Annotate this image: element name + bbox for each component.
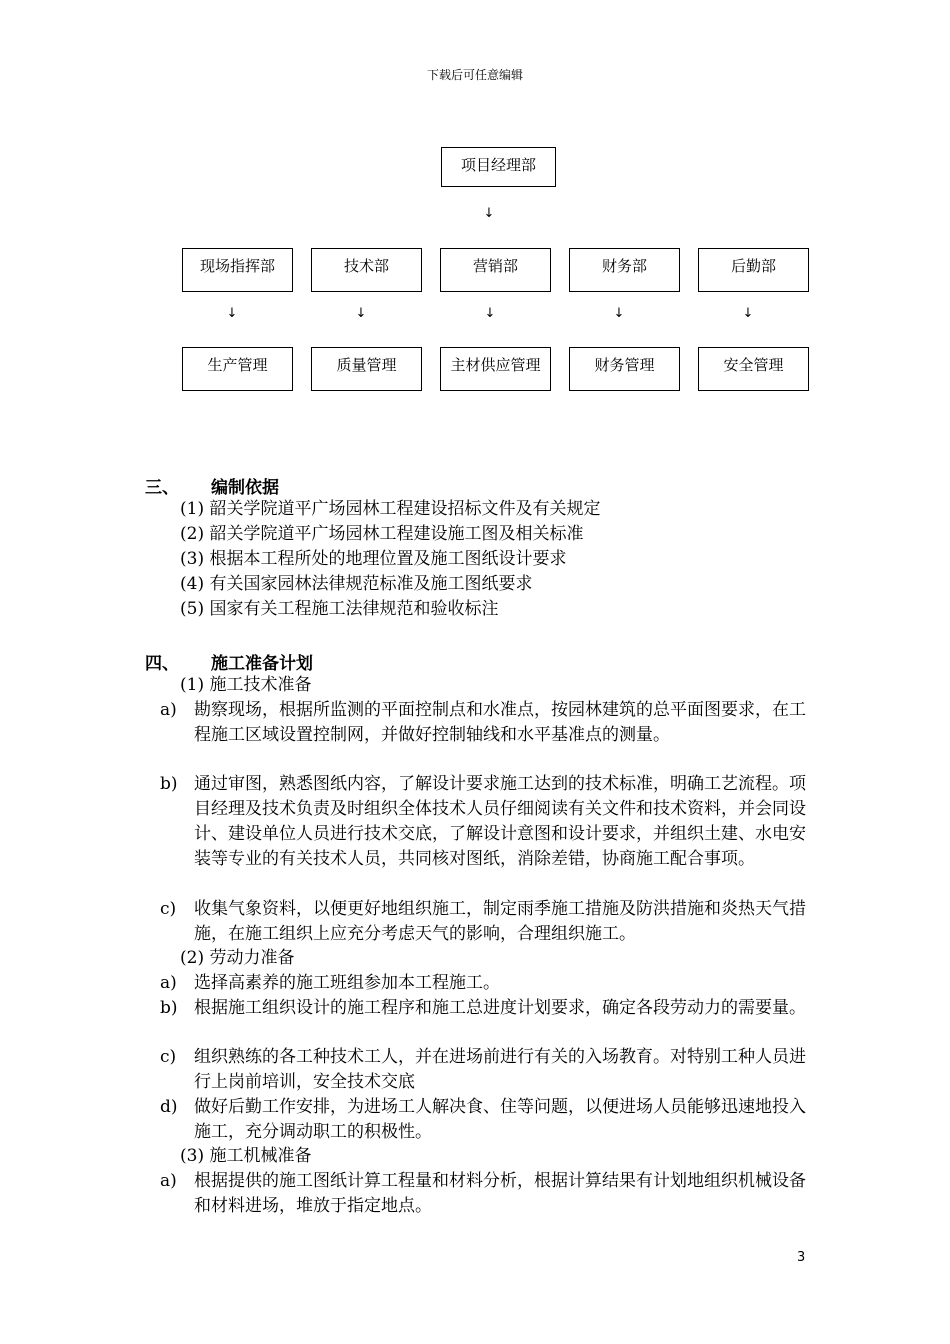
page-number: 3 xyxy=(797,1250,806,1265)
function-box: 安全管理 xyxy=(698,347,809,391)
item-marker: d) xyxy=(160,1097,178,1117)
dept-box: 营销部 xyxy=(440,248,551,292)
subsection-heading: (3) 施工机械准备 xyxy=(180,1146,312,1166)
section-number: 三、 xyxy=(145,478,179,498)
item-text: 根据施工组织设计的施工程序和施工总进度计划要求，确定各段劳动力的需要量。 xyxy=(194,998,806,1018)
function-box: 主材供应管理 xyxy=(440,347,551,391)
arrow-down-icon: ↓ xyxy=(483,206,495,221)
arrow-down-icon: ↓ xyxy=(613,306,625,321)
dept-box: 现场指挥部 xyxy=(182,248,293,292)
list-item: (5) 国家有关工程施工法律规范和验收标注 xyxy=(180,599,499,619)
item-marker: c) xyxy=(160,1047,177,1067)
dept-box: 财务部 xyxy=(569,248,680,292)
list-item: (1) 韶关学院道平广场园林工程建设招标文件及有关规定 xyxy=(180,499,601,519)
subsection-heading: (1) 施工技术准备 xyxy=(180,675,312,695)
section-heading xyxy=(145,473,279,498)
list-item: (4) 有关国家园林法律规范标准及施工图纸要求 xyxy=(180,574,533,594)
page-header: 下载后可任意编辑 xyxy=(426,68,523,82)
item-text: 选择高素养的施工班组参加本工程施工。 xyxy=(194,973,500,993)
arrow-down-icon: ↓ xyxy=(226,306,238,321)
function-box: 质量管理 xyxy=(311,347,422,391)
dept-box: 技术部 xyxy=(311,248,422,292)
arrow-down-icon: ↓ xyxy=(484,306,496,321)
item-text: 做好后勤工作安排，为进场工人解决食、住等问题，以便进场人员能够迅速地投入施工，充分调动职工的积极性。 xyxy=(194,1097,806,1142)
item-text: 组织熟练的各工种技术工人，并在进场前进行有关的入场教育。对特别工种人员进行上岗前培训，安全技术交底 xyxy=(194,1047,806,1092)
section-number: 四、 xyxy=(145,654,179,674)
item-marker: a) xyxy=(160,700,177,720)
item-marker: c) xyxy=(160,899,177,919)
item-marker: a) xyxy=(160,973,177,993)
arrow-down-icon: ↓ xyxy=(355,306,367,321)
item-text: 收集气象资料，以便更好地组织施工，制定雨季施工措施及防洪措施和炎热天气措施，在施工组织上应充分考虑天气的影响，合理组织施工。 xyxy=(194,899,806,944)
dept-box: 后勤部 xyxy=(698,248,809,292)
list-item: (3) 根据本工程所处的地理位置及施工图纸设计要求 xyxy=(180,549,567,569)
item-text: 通过审图，熟悉图纸内容，了解设计要求施工达到的技术标准，明确工艺流程。项目经理及技术负责及时组织全体技术人员仔细阅读有关文件和技术资料，并会同设计、建设单位人员进行技术交底，了解设计意图和设计要求，并组织土建、水电安装等专业的有关技术人员，共同核对图纸，消除差错，协商施工配合事项。 xyxy=(194,774,806,869)
item-marker: b) xyxy=(160,774,178,794)
section-heading xyxy=(145,649,313,674)
function-box: 财务管理 xyxy=(569,347,680,391)
item-marker: b) xyxy=(160,998,178,1018)
item-marker: a) xyxy=(160,1171,177,1191)
arrow-down-icon: ↓ xyxy=(742,306,754,321)
item-text: 勘察现场，根据所监测的平面控制点和水准点，按园林建筑的总平面图要求，在工程施工区域设置控制网，并做好控制轴线和水平基准点的测量。 xyxy=(194,700,806,745)
section-title: 施工准备计划 xyxy=(211,654,313,674)
function-box: 生产管理 xyxy=(182,347,293,391)
org-top-box: 项目经理部 xyxy=(441,147,556,187)
item-text: 根据提供的施工图纸计算工程量和材料分析，根据计算结果有计划地组织机械设备和材料进场，堆放于指定地点。 xyxy=(194,1171,806,1216)
subsection-heading: (2) 劳动力准备 xyxy=(180,948,295,968)
section-title: 编制依据 xyxy=(211,478,279,498)
list-item: (2) 韶关学院道平广场园林工程建设施工图及相关标准 xyxy=(180,524,584,544)
